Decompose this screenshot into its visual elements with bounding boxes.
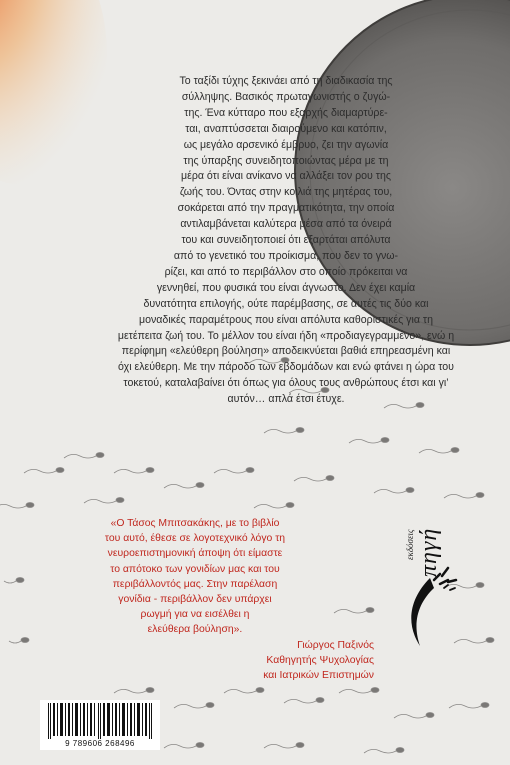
blurb-line: αυτόν… απλά έτσι έτυχε.	[227, 393, 345, 406]
blurb-line: τοκετού, καταλαβαίνει ότι όπως για όλους τους ανθρώπους έτσι και γι’	[123, 377, 449, 390]
blurb-line: ται, αναπτύσσεται διαιρούμενο και κατόπιν,	[185, 122, 387, 135]
quote-line: «Ο Τάσος Μπιτσακάκης, με το βιβλίο	[110, 518, 280, 529]
blurb-line: της ύπαρξης συνειδητοποιώντας μέρα με τη	[183, 154, 389, 167]
publisher-name: πηγή	[416, 527, 442, 577]
quote-line: το απότοκο των γονιδίων μας και του	[110, 563, 280, 575]
blurb-text	[100, 74, 472, 408]
quote-line: ρωγμή για να εισέλθει η	[140, 609, 250, 621]
blurb-line: από το γενετικό του προίκισμα, που δεν το γνω-	[173, 249, 399, 262]
quote-attribution	[214, 638, 374, 684]
blurb-line: μέρα ότι είναι ανίκανο να αλλάξει τον ρου της	[181, 170, 391, 183]
blurb-line: σοκάρεται από την πραγματικότητα, την οποία	[177, 202, 395, 215]
blurb-line: του και συνειδητοποιεί ότι εξαρτάται απόλυτα	[181, 234, 391, 247]
blurb-line: ζωής του. Όντας στην κοιλιά της μητέρας του,	[179, 186, 393, 199]
blurb-line: Το ταξίδι τύχης ξεκινάει από τη διαδικασία της	[179, 75, 393, 87]
blurb-line: όχι ελεύθερη. Με την πάροδο των εβδομάδων και ενώ φτάνει η ώρα του	[118, 361, 454, 374]
blurb-line: γεννηθεί, που φυσικά του είναι άγνωστο. Δεν έχει καμία	[156, 281, 416, 294]
blurb-line: σύλληψης. Βασικός πρωταγωνιστής ο ζυγώ-	[181, 90, 391, 103]
blurb-line: ως μεγάλο αρσενικό έμβρυο, ζει την αγωνία	[183, 138, 389, 151]
attribution-title: και Ιατρικών Επιστημών	[263, 670, 374, 682]
blurb-line: μετέπειτα ζωή του. Το μέλλον του είναι ήδη «προδιαγεγραμμένο», ενώ η	[117, 329, 455, 342]
quote-line: του αυτό, έθεσε σε λογοτεχνικό λόγο τη	[104, 533, 286, 545]
review-quote	[40, 516, 350, 638]
attribution-title: Καθηγητής Ψυχολογίας	[266, 655, 374, 667]
publisher-label: εκδόσεις	[405, 529, 415, 560]
blurb-line: δυνατότητα επιλογής, ούτε παρέμβασης, σε αυτές τις δύο και	[143, 297, 429, 310]
blurb-line: μοναδικές παραμέτρους που είναι απόλυτα καθοριστικές για τη	[139, 313, 433, 326]
barcode-bars-icon	[48, 703, 152, 739]
blurb-line: αντιλαμβάνεται καλύτερα μέσα από τα όνειρά	[180, 218, 392, 231]
isbn-barcode	[40, 700, 160, 750]
blurb-line: της. Ένα κύτταρο που εξαρχής διαμαρτύρε-	[184, 106, 388, 119]
quote-line: περιβάλλοντός μας. Στην παρέλαση	[112, 578, 278, 590]
quote-line: γονίδια - περιβάλλον δεν υπάρχει	[118, 594, 272, 606]
blurb-line: ρίζει, και από το περιβάλλον στο οποίο πρόκειται να	[164, 265, 408, 278]
attribution-name: Γιώργος Παξινός	[297, 640, 374, 651]
quote-line: νευροεπιστημονική άποψη ότι είμαστε	[107, 548, 283, 560]
blurb-line: περίφημη «ελεύθερη βούληση» αποδεικνύεται βαθιά επηρεασμένη και	[121, 345, 451, 358]
quote-line: ελεύθερα βούληση».	[147, 624, 243, 636]
isbn-number: 9 789606 268496	[65, 739, 135, 748]
